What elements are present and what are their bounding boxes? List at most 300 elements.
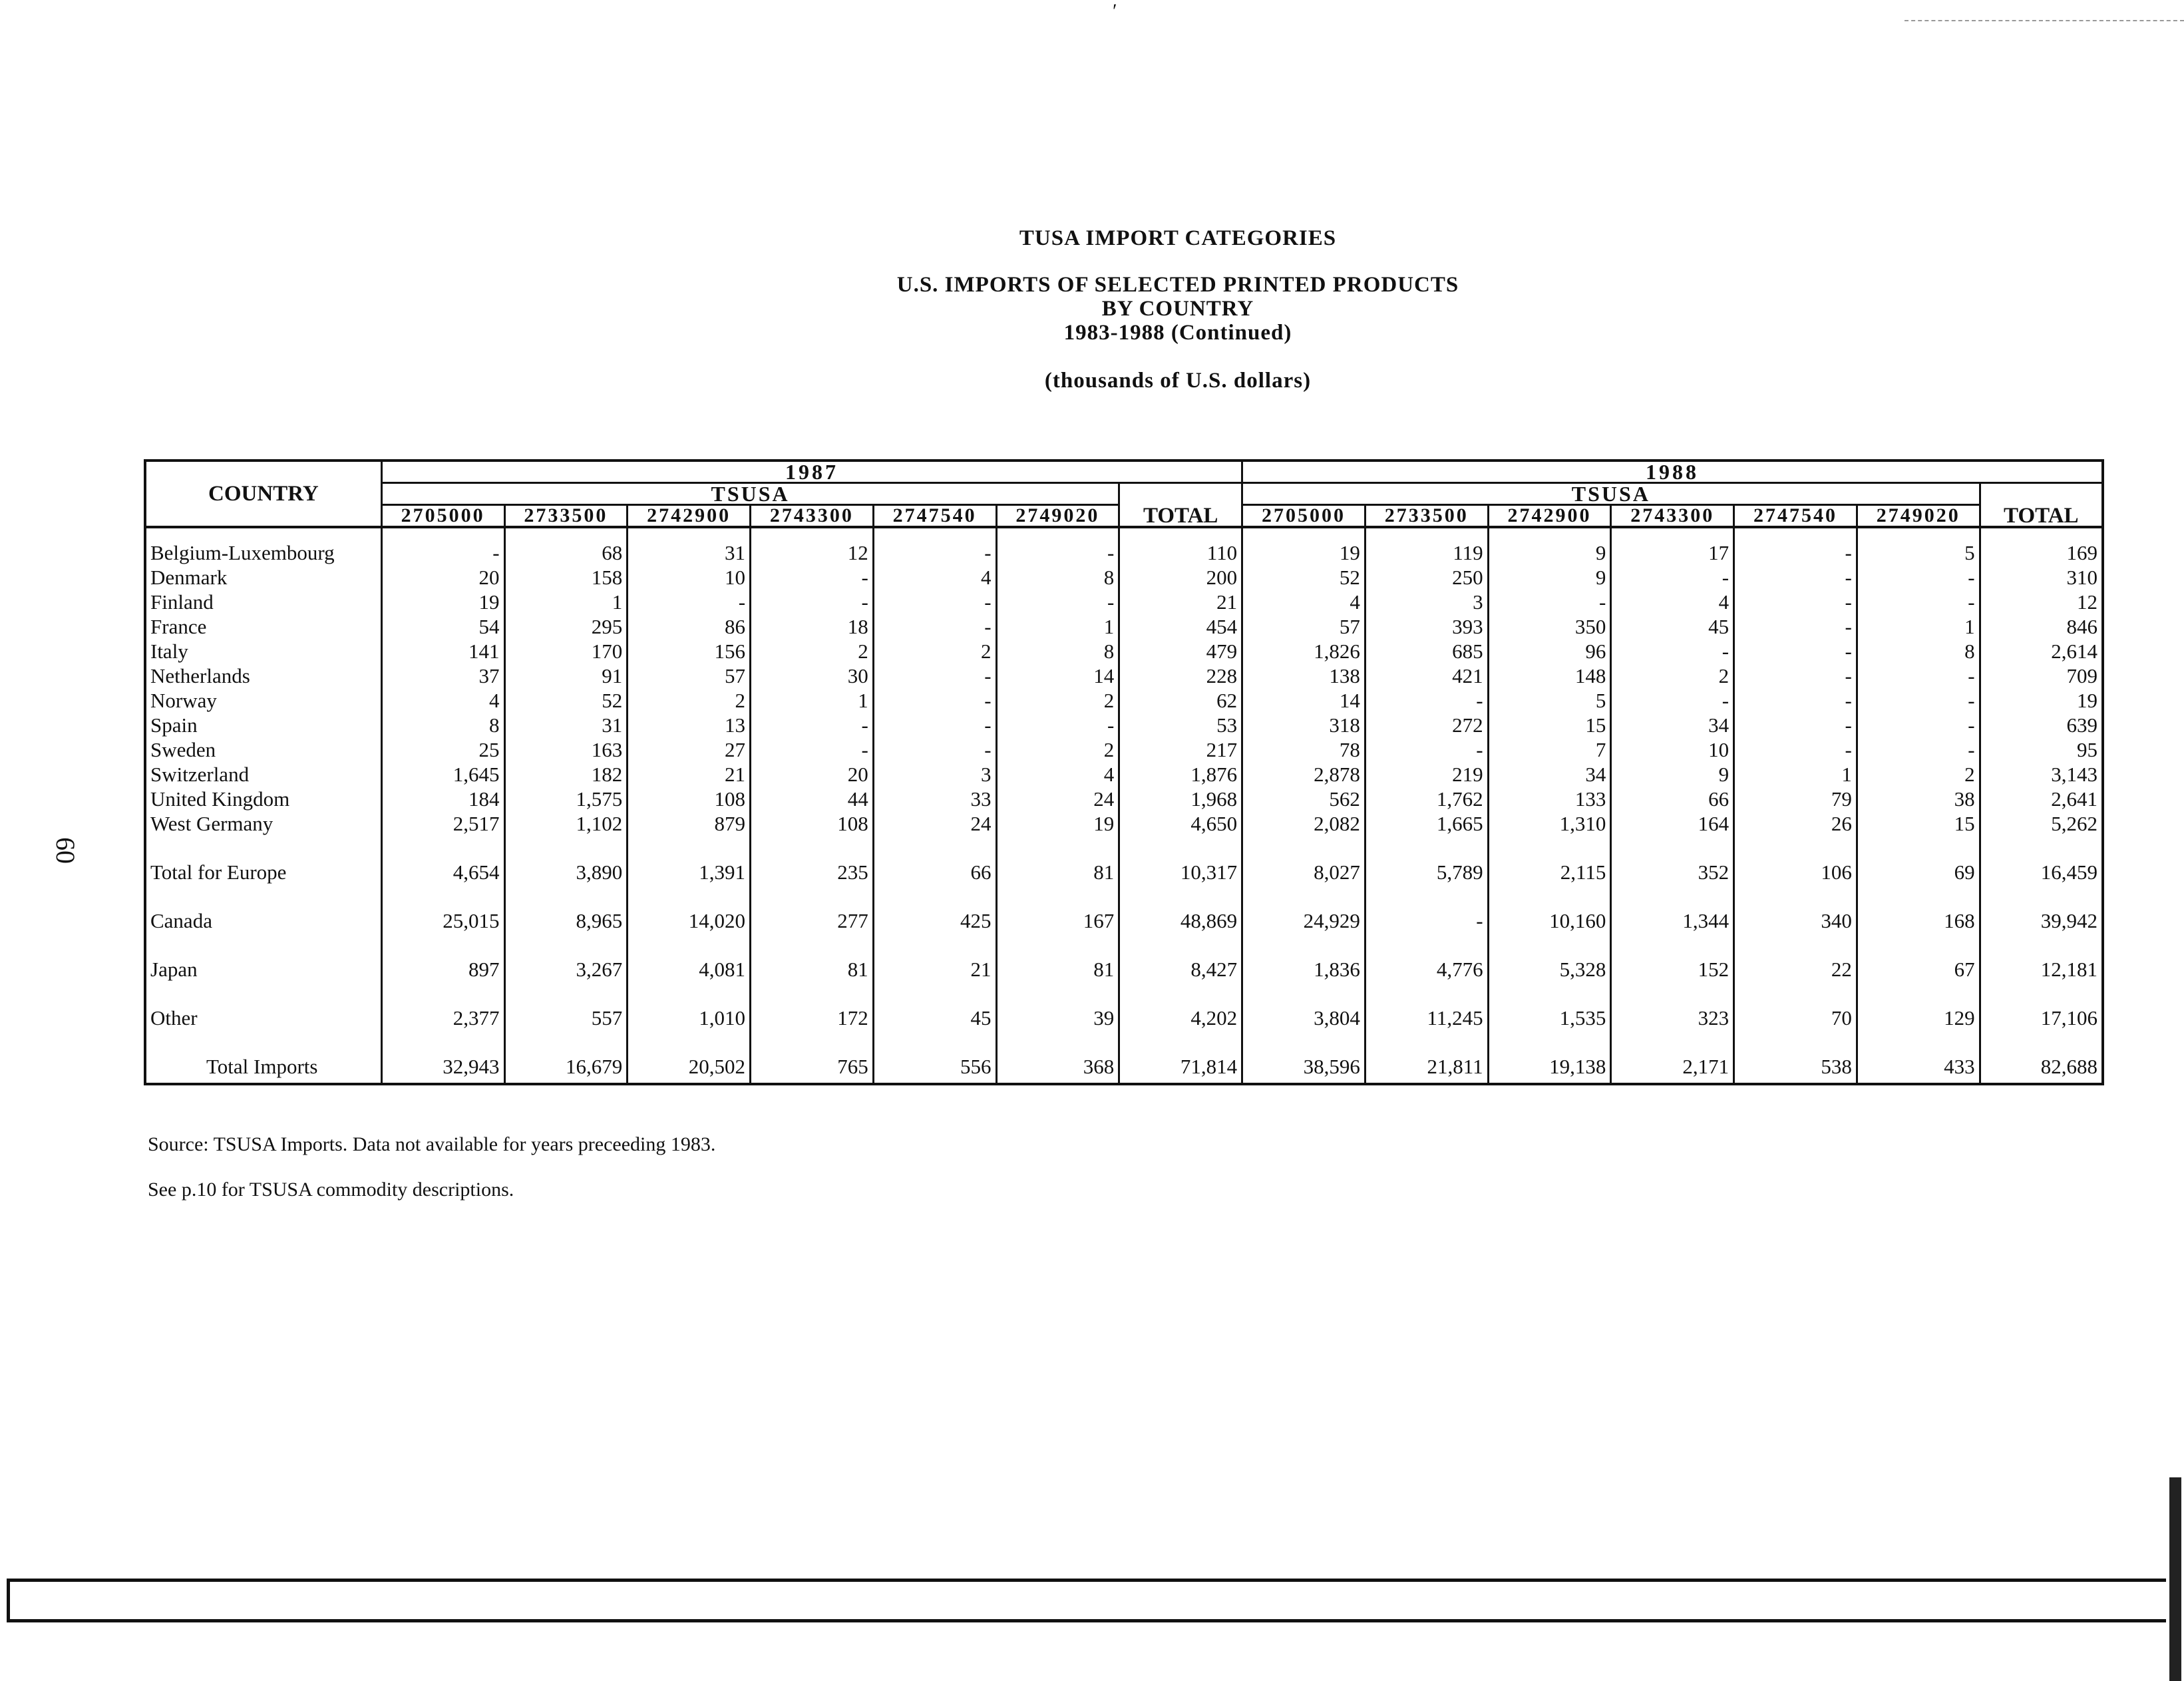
value-cell-y1988: 148 [1488,663,1611,688]
see-also-note: See p.10 for TSUSA commodity descriptions. [148,1179,514,1201]
value-cell-y1987: 81 [996,836,1119,884]
value-cell-y1987: 8,965 [504,884,628,933]
value-cell-y1987: 4,081 [628,933,751,982]
value-cell-y1988: 1,535 [1488,982,1611,1030]
value-cell-y1988: 17 [1611,527,1734,565]
table-row [145,590,2103,614]
table-row [145,688,2103,713]
value-cell-y1987: 141 [381,639,504,663]
value-cell-y1988: 8 [1857,639,1980,663]
value-cell-y1988: 78 [1242,737,1365,762]
total-cell-y1988: 846 [2066,615,2097,638]
value-cell-y1987: 3 [873,762,996,787]
value-cell-y1988: 45 [1611,614,1734,639]
tsusa-1987-header: TSUSA [381,483,1119,505]
value-cell-y1987: - [996,713,1119,737]
value-cell-y1988: 7 [1488,737,1611,762]
value-cell-y1988: - [1734,663,1857,688]
value-cell-y1987: 2 [751,639,874,663]
value-cell-y1987: 2 [873,639,996,663]
total-cell-y1987: 4,202 [1119,982,1242,1030]
total-cell-y1988: 19 [2077,689,2097,712]
value-cell-y1987: 10 [628,565,751,590]
value-cell-y1987: 277 [751,884,874,933]
value-cell-y1987: 14,020 [628,884,751,933]
value-cell-y1987: 19 [996,811,1119,836]
value-cell-y1987: 172 [751,982,874,1030]
value-cell-y1988: 1,826 [1242,639,1365,663]
value-cell-y1987: 13 [628,713,751,737]
value-cell-y1987: - [873,663,996,688]
value-cell-y1987: - [873,590,996,614]
table-header [145,461,2103,527]
value-cell-y1987: 1 [504,590,628,614]
total-cell-y1987: 48,869 [1119,884,1242,933]
value-cell-y1987: 44 [751,787,874,811]
value-cell-y1987: 33 [873,787,996,811]
value-cell-y1988: - [1611,565,1734,590]
table-row [145,737,2103,762]
value-cell-y1988: 2,171 [1611,1030,1734,1084]
imports-table-container [144,459,2104,1085]
value-cell-y1988: 1,836 [1242,933,1365,982]
value-cell-y1987: - [873,688,996,713]
value-cell-y1987: 897 [381,933,504,982]
value-cell-y1988: 3,804 [1242,982,1365,1030]
source-note: Source: TSUSA Imports. Data not available for years preceeding 1983. [148,1133,716,1155]
total-cell-y1988: 39,942 [2040,909,2097,932]
value-cell-y1988: 2,082 [1242,811,1365,836]
country-cell: Denmark [145,565,381,590]
table-row [145,1030,2103,1084]
top-edge-rule [1905,20,2184,21]
total-cell-y1988: 5,262 [2051,812,2097,835]
value-cell-y1988: 538 [1734,1030,1857,1084]
country-cell: Sweden [145,737,381,762]
value-cell-y1987: 2 [628,688,751,713]
value-cell-y1988: 164 [1611,811,1734,836]
country-cell: Japan [145,933,381,982]
value-cell-y1987: 81 [751,933,874,982]
tsusa-code-1987-6: 2749020 [996,505,1119,528]
title-line-4: 1983-1988 (Continued) [1063,321,1292,345]
country-cell: Finland [145,590,381,614]
tsusa-code-1988-1: 2705000 [1242,505,1365,528]
country-cell: France [145,614,381,639]
value-cell-y1987: 45 [873,982,996,1030]
value-cell-y1988: 96 [1488,639,1611,663]
value-cell-y1987: 31 [504,713,628,737]
value-cell-y1987: 368 [996,1030,1119,1084]
value-cell-y1987: 3,890 [504,836,628,884]
value-cell-y1988: 119 [1365,527,1488,565]
value-cell-y1988: 34 [1488,762,1611,787]
value-cell-y1987: 4 [381,688,504,713]
value-cell-y1988: 22 [1734,933,1857,982]
value-cell-y1987: 32,943 [381,1030,504,1084]
value-cell-y1988: - [1365,737,1488,762]
value-cell-y1987: 2 [996,688,1119,713]
value-cell-y1987: - [873,527,996,565]
value-cell-y1988: 5,789 [1365,836,1488,884]
value-cell-y1988: 66 [1611,787,1734,811]
value-cell-y1988: - [1857,590,1980,614]
tsusa-code-1988-3: 2742900 [1488,505,1611,528]
value-cell-y1987: 8 [381,713,504,737]
value-cell-y1988: 318 [1242,713,1365,737]
country-column-header: COUNTRY [145,461,381,527]
value-cell-y1988: 129 [1857,982,1980,1030]
total-cell-y1988: 95 [2077,738,2097,761]
value-cell-y1987: 81 [996,933,1119,982]
country-cell: Italy [145,639,381,663]
country-cell: West Germany [145,811,381,836]
value-cell-y1987: - [873,737,996,762]
value-cell-y1988: 15 [1488,713,1611,737]
value-cell-y1987: 19 [381,590,504,614]
value-cell-y1988: 19 [1242,527,1365,565]
total-cell-y1987: 4,650 [1119,811,1242,836]
value-cell-y1987: - [996,527,1119,565]
value-cell-y1988: - [1857,565,1980,590]
value-cell-y1988: 5 [1857,527,1980,565]
imports-table [144,459,2104,1085]
value-cell-y1987: 1,102 [504,811,628,836]
table-row [145,787,2103,811]
country-cell: United Kingdom [145,787,381,811]
total-cell-y1988: 169 [2066,541,2097,564]
table-row [145,663,2103,688]
value-cell-y1987: - [751,713,874,737]
total-cell-y1987: 1,876 [1119,762,1242,787]
value-cell-y1987: 108 [751,811,874,836]
value-cell-y1988: 4 [1611,590,1734,614]
bottom-frame-border [7,1579,2166,1622]
value-cell-y1988: 19,138 [1488,1030,1611,1084]
value-cell-y1987: 68 [504,527,628,565]
tsusa-code-1988-4: 2743300 [1611,505,1734,528]
value-cell-y1987: - [628,590,751,614]
tsusa-code-1988-2: 2733500 [1365,505,1488,528]
value-cell-y1987: - [996,590,1119,614]
value-cell-y1988: 14 [1242,688,1365,713]
total-cell-y1987: 8,427 [1119,933,1242,982]
value-cell-y1987: 2,517 [381,811,504,836]
value-cell-y1988: - [1488,590,1611,614]
value-cell-y1988: 421 [1365,663,1488,688]
value-cell-y1988: - [1734,565,1857,590]
country-cell: Netherlands [145,663,381,688]
value-cell-y1988: 1,310 [1488,811,1611,836]
value-cell-y1987: 12 [751,527,874,565]
value-cell-y1988: 323 [1611,982,1734,1030]
total-1987-header: TOTAL [1119,483,1242,528]
total-cell-y1988: 16,459 [2040,860,2097,884]
tsusa-code-1988-6: 2749020 [1857,505,1980,528]
value-cell-y1987: 163 [504,737,628,762]
value-cell-y1987: 20,502 [628,1030,751,1084]
table-row [145,762,2103,787]
country-cell: Switzerland [145,762,381,787]
value-cell-y1987: 170 [504,639,628,663]
value-cell-y1987: - [873,614,996,639]
value-cell-y1987: 557 [504,982,628,1030]
value-cell-y1987: 1,391 [628,836,751,884]
value-cell-y1988: 24,929 [1242,884,1365,933]
total-cell-y1987: 200 [1119,565,1242,590]
total-cell-y1988: 2,641 [2051,787,2097,811]
value-cell-y1987: 31 [628,527,751,565]
value-cell-y1987: 24 [873,811,996,836]
value-cell-y1988: - [1734,614,1857,639]
value-cell-y1987: 4 [873,565,996,590]
value-cell-y1988: 57 [1242,614,1365,639]
table-row [145,933,2103,982]
total-cell-y1987: 71,814 [1119,1030,1242,1084]
value-cell-y1987: 156 [628,639,751,663]
table-row [145,982,2103,1030]
value-cell-y1987: - [751,565,874,590]
table-row [145,639,2103,663]
value-cell-y1987: 158 [504,565,628,590]
value-cell-y1988: 433 [1857,1030,1980,1084]
country-cell: Spain [145,713,381,737]
value-cell-y1988: 2,115 [1488,836,1611,884]
value-cell-y1988: 1,344 [1611,884,1734,933]
country-cell: Other [145,982,381,1030]
value-cell-y1988: 10 [1611,737,1734,762]
value-cell-y1988: 685 [1365,639,1488,663]
total-cell-y1987: 454 [1119,614,1242,639]
tsusa-code-1987-3: 2742900 [628,505,751,528]
country-cell: Total Imports [145,1030,381,1084]
value-cell-y1987: 25 [381,737,504,762]
value-cell-y1987: 295 [504,614,628,639]
table-row [145,811,2103,836]
value-cell-y1988: 34 [1611,713,1734,737]
value-cell-y1988: - [1857,688,1980,713]
total-cell-y1988: 82,688 [2040,1055,2097,1078]
value-cell-y1987: 182 [504,762,628,787]
value-cell-y1988: 15 [1857,811,1980,836]
table-row [145,614,2103,639]
value-cell-y1987: 39 [996,982,1119,1030]
value-cell-y1987: 54 [381,614,504,639]
units-note: (thousands of U.S. dollars) [1044,369,1312,393]
value-cell-y1988: 38,596 [1242,1030,1365,1084]
value-cell-y1987: - [751,737,874,762]
value-cell-y1988: 10,160 [1488,884,1611,933]
value-cell-y1988: 26 [1734,811,1857,836]
value-cell-y1988: 350 [1488,614,1611,639]
value-cell-y1988: 250 [1365,565,1488,590]
tsusa-code-1987-4: 2743300 [751,505,874,528]
total-cell-y1988: 17,106 [2040,1006,2097,1029]
value-cell-y1987: 1,645 [381,762,504,787]
value-cell-y1988: - [1611,688,1734,713]
value-cell-y1988: 4,776 [1365,933,1488,982]
value-cell-y1987: 1 [751,688,874,713]
country-cell: Canada [145,884,381,933]
value-cell-y1987: 30 [751,663,874,688]
tsusa-code-1987-2: 2733500 [504,505,628,528]
value-cell-y1988: 52 [1242,565,1365,590]
value-cell-y1987: 18 [751,614,874,639]
value-cell-y1988: - [1734,527,1857,565]
value-cell-y1987: 21 [873,933,996,982]
value-cell-y1988: 1,762 [1365,787,1488,811]
value-cell-y1988: 2 [1611,663,1734,688]
value-cell-y1987: 14 [996,663,1119,688]
total-cell-y1987: 10,317 [1119,836,1242,884]
value-cell-y1987: 184 [381,787,504,811]
total-cell-y1988: 12,181 [2040,958,2097,981]
table-row [145,713,2103,737]
table-row [145,527,2103,565]
value-cell-y1988: - [1365,688,1488,713]
page-edge-shadow [2169,1477,2181,1681]
value-cell-y1988: - [1857,737,1980,762]
value-cell-y1988: 2 [1857,762,1980,787]
value-cell-y1988: 21,811 [1365,1030,1488,1084]
document-title-block [0,226,2184,393]
value-cell-y1987: 765 [751,1030,874,1084]
value-cell-y1987: 20 [751,762,874,787]
country-cell: Total for Europe [145,836,381,884]
value-cell-y1987: 556 [873,1030,996,1084]
total-cell-y1987: 62 [1119,688,1242,713]
value-cell-y1988: 79 [1734,787,1857,811]
value-cell-y1987: 86 [628,614,751,639]
value-cell-y1988: 67 [1857,933,1980,982]
value-cell-y1988: 5,328 [1488,933,1611,982]
value-cell-y1988: - [1857,713,1980,737]
value-cell-y1987: - [381,527,504,565]
value-cell-y1987: 25,015 [381,884,504,933]
title-line-1: TUSA IMPORT CATEGORIES [1019,226,1337,250]
value-cell-y1987: 21 [628,762,751,787]
title-line-2: U.S. IMPORTS OF SELECTED PRINTED PRODUCTS [896,273,1459,297]
value-cell-y1987: - [751,590,874,614]
value-cell-y1988: 2,878 [1242,762,1365,787]
tsusa-code-1987-1: 2705000 [381,505,504,528]
total-cell-y1987: 479 [1119,639,1242,663]
value-cell-y1988: - [1734,590,1857,614]
value-cell-y1988: 219 [1365,762,1488,787]
value-cell-y1987: 3,267 [504,933,628,982]
value-cell-y1988: 393 [1365,614,1488,639]
value-cell-y1988: 9 [1488,565,1611,590]
page-number: 60 [51,837,81,864]
value-cell-y1987: 1,575 [504,787,628,811]
year-1988-header: 1988 [1242,461,2103,483]
value-cell-y1988: 9 [1611,762,1734,787]
value-cell-y1988: - [1611,639,1734,663]
value-cell-y1988: 340 [1734,884,1857,933]
value-cell-y1988: 38 [1857,787,1980,811]
value-cell-y1987: 57 [628,663,751,688]
total-cell-y1987: 21 [1119,590,1242,614]
total-cell-y1987: 1,968 [1119,787,1242,811]
total-cell-y1988: 639 [2066,713,2097,737]
value-cell-y1988: 152 [1611,933,1734,982]
value-cell-y1988: 4 [1242,590,1365,614]
value-cell-y1987: 4 [996,762,1119,787]
table-row [145,565,2103,590]
value-cell-y1988: 70 [1734,982,1857,1030]
value-cell-y1987: 425 [873,884,996,933]
value-cell-y1988: - [1734,639,1857,663]
value-cell-y1988: - [1734,737,1857,762]
year-1987-header: 1987 [381,461,1242,483]
footnotes [148,1133,715,1223]
value-cell-y1988: 11,245 [1365,982,1488,1030]
value-cell-y1987: - [873,713,996,737]
value-cell-y1987: 2,377 [381,982,504,1030]
value-cell-y1988: 133 [1488,787,1611,811]
value-cell-y1987: 27 [628,737,751,762]
value-cell-y1988: 1,665 [1365,811,1488,836]
value-cell-y1987: 235 [751,836,874,884]
value-cell-y1988: - [1857,663,1980,688]
total-cell-y1988: 2,614 [2051,640,2097,663]
total-1988-header: TOTAL [1980,483,2103,528]
value-cell-y1987: 879 [628,811,751,836]
value-cell-y1988: 3 [1365,590,1488,614]
value-cell-y1987: 66 [873,836,996,884]
value-cell-y1988: 352 [1611,836,1734,884]
value-cell-y1987: 167 [996,884,1119,933]
tsusa-code-1988-5: 2747540 [1734,505,1857,528]
value-cell-y1988: - [1365,884,1488,933]
total-cell-y1988: 3,143 [2051,763,2097,786]
value-cell-y1987: 8 [996,565,1119,590]
table-row [145,836,2103,884]
value-cell-y1988: 138 [1242,663,1365,688]
value-cell-y1988: 5 [1488,688,1611,713]
value-cell-y1987: 91 [504,663,628,688]
value-cell-y1988: 1 [1857,614,1980,639]
value-cell-y1987: 1,010 [628,982,751,1030]
value-cell-y1987: 24 [996,787,1119,811]
value-cell-y1988: 106 [1734,836,1857,884]
country-cell: Belgium-Luxembourg [145,527,381,565]
table-row [145,884,2103,933]
value-cell-y1988: - [1734,713,1857,737]
value-cell-y1987: 52 [504,688,628,713]
value-cell-y1987: 1 [996,614,1119,639]
value-cell-y1988: 8,027 [1242,836,1365,884]
value-cell-y1988: 562 [1242,787,1365,811]
value-cell-y1987: 2 [996,737,1119,762]
total-cell-y1987: 217 [1119,737,1242,762]
total-cell-y1988: 12 [2077,590,2097,614]
value-cell-y1988: - [1734,688,1857,713]
value-cell-y1987: 20 [381,565,504,590]
value-cell-y1988: 9 [1488,527,1611,565]
tsusa-1988-header: TSUSA [1242,483,1980,505]
country-cell: Norway [145,688,381,713]
value-cell-y1987: 108 [628,787,751,811]
value-cell-y1987: 4,654 [381,836,504,884]
total-cell-y1987: 228 [1119,663,1242,688]
total-cell-y1988: 310 [2066,566,2097,589]
value-cell-y1987: 16,679 [504,1030,628,1084]
tsusa-code-1987-5: 2747540 [873,505,996,528]
value-cell-y1988: 272 [1365,713,1488,737]
total-cell-y1987: 53 [1119,713,1242,737]
total-cell-y1988: 709 [2066,664,2097,687]
